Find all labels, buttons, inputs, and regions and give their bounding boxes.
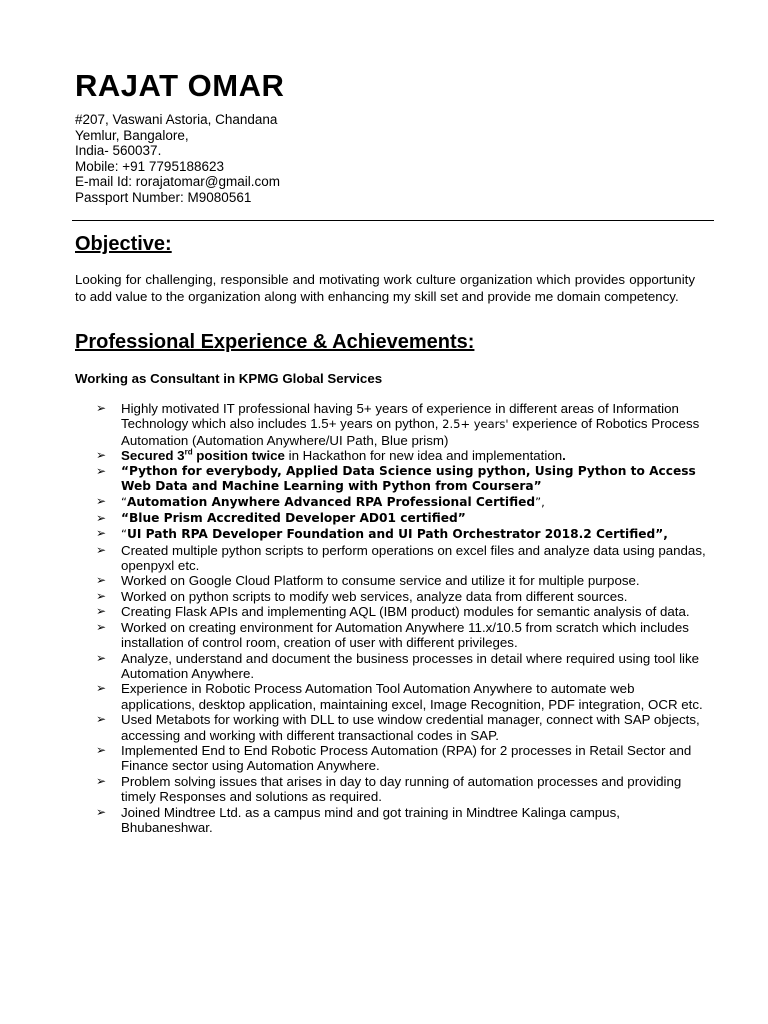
candidate-name: RAJAT OMAR: [75, 68, 285, 103]
bullet-text: Analyze, understand and document the business processes in detail where required using tool like Automation Anywhere.: [121, 650, 700, 681]
bullet-text: Created multiple python scripts to perform operations on excel files and analyze data using pandas, openpyxl etc.: [121, 542, 706, 574]
list-item: [0, 448, 768, 463]
list-item: [0, 774, 768, 805]
experience-bullet-list: [0, 401, 768, 835]
bullet-text-bold: “Python for everybody, Applied Data Science using python, Using Python to Access Web Data and Machine Learning with Python from Coursera”: [121, 463, 696, 494]
list-item: [0, 401, 768, 448]
list-item: [0, 494, 768, 510]
bullet-text-bold: UI Path RPA Developer Foundation and UI Path Orchestrator 2018.2 Certified”,: [126, 527, 668, 542]
bullet-text: Used Metabots for working with DLL to use window credential manager, connect with SAP objects, accessing and working with different transactional codes in SAP.: [121, 712, 700, 743]
list-item: [0, 464, 768, 495]
bullet-text: Worked on Google Cloud Platform to consume service and utilize it for multiple purpose.: [121, 573, 640, 589]
quote-open: “: [121, 495, 127, 510]
list-item: [0, 712, 768, 743]
arrow-bullet-icon: ➢: [96, 712, 107, 727]
list-item: [0, 526, 768, 542]
bullet-text: Highly motivated IT professional having 5+ years of experience in different areas of Information Technology which also includes 1.5+ years on python,: [121, 401, 679, 432]
list-item: [0, 681, 768, 712]
arrow-bullet-icon: ➢: [96, 650, 107, 665]
list-item: [0, 651, 768, 682]
bullet-text: Worked on python scripts to modify web services, analyze data from different sources.: [121, 588, 628, 604]
bullet-text-small: 2.5+ years': [442, 417, 509, 432]
bullet-text: Joined Mindtree Ltd. as a campus mind and got training in Mindtree Kalinga campus, Bhubaneshwar.: [121, 804, 620, 835]
arrow-bullet-icon: ➢: [96, 401, 107, 415]
bullet-text-bold: “Blue Prism Accredited Developer AD01 certified”: [121, 510, 466, 525]
objective-text: Looking for challenging, responsible and motivating work culture organization which provides opportunity to add value to the organization along with enhancing my skill set and provide me domain competency.: [75, 272, 695, 304]
arrow-bullet-icon: ➢: [96, 448, 107, 463]
list-item: [0, 589, 768, 604]
experience-heading: Professional Experience & Achievements:: [75, 331, 475, 353]
list-item: [0, 543, 768, 574]
list-item: [0, 620, 768, 651]
quote-close: ”,: [535, 495, 545, 510]
bullet-text: in Hackathon for new idea and implementation: [284, 448, 563, 464]
address-line-1: #207, Vaswani Astoria, Chandana: [75, 112, 278, 127]
passport-number: Passport Number: M9080561: [75, 189, 252, 205]
quote-open: “: [121, 527, 127, 542]
arrow-bullet-icon: ➢: [96, 510, 107, 525]
bullet-text: Implemented End to End Robotic Process Automation (RPA) for 2 processes in Retail Sector and Finance sector using Automation Anywhere.: [121, 742, 692, 774]
address-line-3: India- 560037.: [75, 143, 162, 158]
objective-heading: Objective:: [75, 233, 172, 255]
arrow-bullet-icon: ➢: [96, 619, 107, 634]
arrow-bullet-icon: ➢: [96, 494, 107, 509]
arrow-bullet-icon: ➢: [96, 526, 107, 541]
arrow-bullet-icon: ➢: [96, 463, 107, 478]
email-address: E-mail Id: rorajatomar@gmail.com: [75, 174, 281, 189]
bullet-text: Worked on creating environment for Automation Anywhere 11.x/10.5 from scratch which includes installation of control room, creation of user with different privileges.: [121, 619, 689, 651]
list-item: [0, 573, 768, 588]
arrow-bullet-icon: ➢: [96, 804, 107, 819]
contact-block: [75, 112, 280, 205]
arrow-bullet-icon: ➢: [96, 604, 107, 619]
arrow-bullet-icon: ➢: [96, 773, 107, 788]
address-line-2: Yemlur, Bangalore,: [75, 127, 189, 143]
bullet-text: Creating Flask APIs and implementing AQL (IBM product) modules for semantic analysis of data.: [121, 604, 690, 620]
list-item: [0, 604, 768, 619]
superscript-rd: rd: [184, 447, 193, 457]
list-item: [0, 743, 768, 774]
bullet-text-bold: Automation Anywhere Advanced RPA Professional Certified: [126, 495, 536, 510]
job-title: Working as Consultant in KPMG Global Services: [75, 371, 383, 386]
bullet-text: Problem solving issues that arises in day to day running of automation processes and providing timely Responses and solutions as required.: [121, 773, 682, 805]
bullet-text: Experience in Robotic Process Automation Tool Automation Anywhere to automate web applications, desktop application, maintaining excel, Image Recognition, PDF integration, OCR etc.: [121, 681, 703, 712]
bullet-text-bold: position twice: [192, 448, 285, 464]
arrow-bullet-icon: ➢: [96, 681, 107, 696]
list-item: [0, 511, 768, 526]
bullet-text: experience of Robotics Process Automation (Automation Anywhere/UI Path, Blue prism): [121, 416, 700, 448]
arrow-bullet-icon: ➢: [96, 573, 107, 588]
header-divider: [72, 220, 714, 221]
mobile-number: Mobile: +91 7795188623: [75, 158, 225, 174]
arrow-bullet-icon: ➢: [96, 742, 107, 757]
arrow-bullet-icon: ➢: [96, 542, 107, 557]
bullet-text-end: .: [562, 448, 566, 464]
arrow-bullet-icon: ➢: [96, 588, 107, 603]
bullet-text-bold: Secured 3: [121, 448, 185, 464]
list-item: [0, 805, 768, 836]
